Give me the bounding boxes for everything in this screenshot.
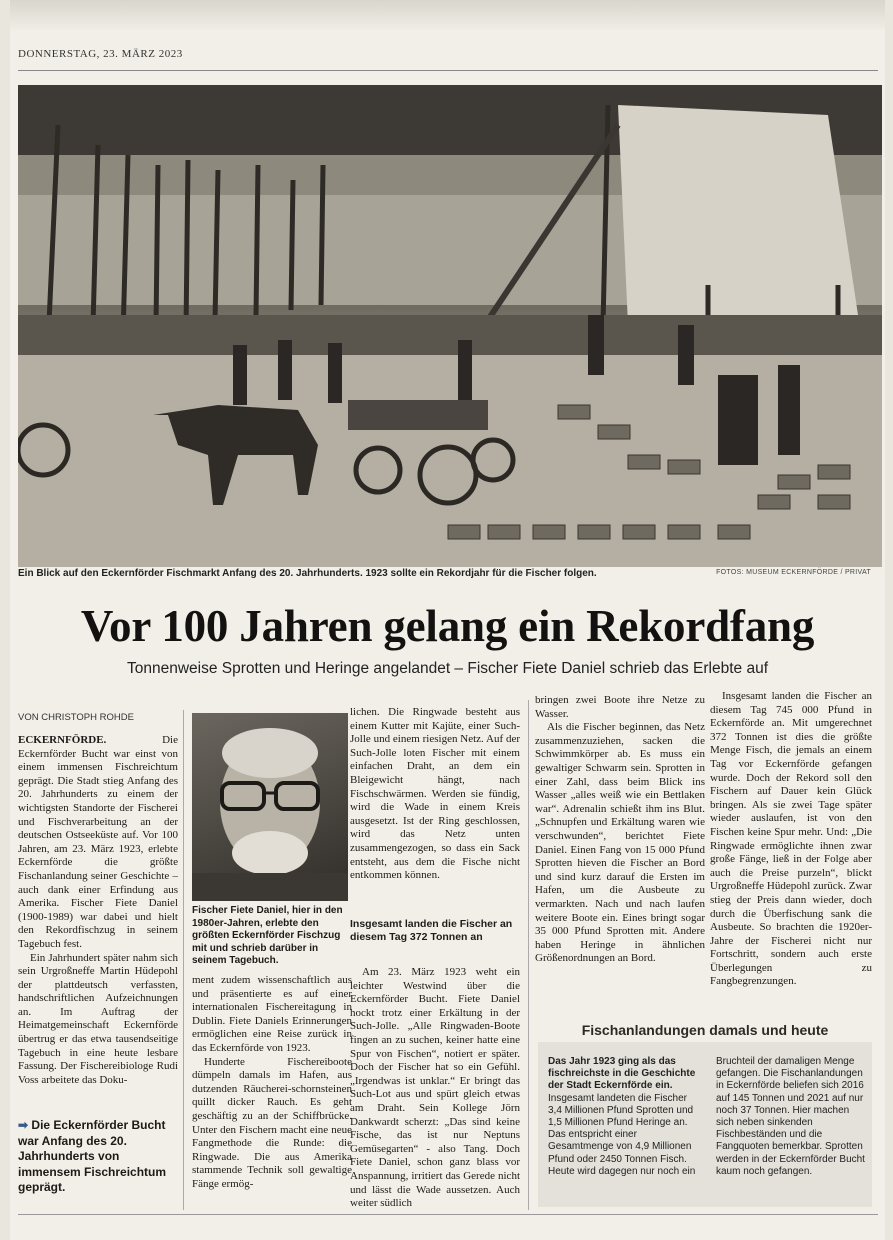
infobox-left <box>548 1056 698 1178</box>
photo-illustration <box>18 85 882 567</box>
intertitle: Insgesamt landen die Fischer an diesem Tag 372 Tonnen an <box>350 918 513 943</box>
portrait-photo <box>192 713 348 901</box>
column-divider <box>528 700 529 1210</box>
article-column-3 <box>350 706 520 883</box>
headline: Vor 100 Jahren gelang ein Rekordfang <box>80 601 815 651</box>
article-column-2 <box>192 974 352 1192</box>
article-column-5 <box>710 690 872 989</box>
photo-credit: FOTOS: MUSEUM ECKERNFÖRDE / PRIVAT <box>716 569 871 576</box>
infobox-title: Fischanlandungen damals und heute <box>581 1022 829 1038</box>
portrait-caption: Fischer Fiete Daniel, hier in den 1980er-Jahren, erlebte den größten Eckernförder Fischzug mit und schrieb darüber in seinem Tagebuch. <box>192 905 343 967</box>
place-marker: ECKERNFÖRDE. <box>18 734 107 746</box>
portrait-illustration <box>192 713 348 901</box>
col4-paragraph-2: Als die Fischer beginnen, das Netz zusammenzuziehen, sacken die Schwimmkörper ab. Es muss ein gewaltiger Schwarm sein. Sprotten in einer Zahl, dass beim Blick ins Wasser „alles weiß wie ein Bettlaken war“. Adrenalin schießt ihm ins Blut. „Schnupfen und Erkältung waren wie verschwunden“, berichtet Fiete Daniel. Einen Fang von 15 000 Pfund Sprotten hieven die Fischer an Bord und sind kurz darauf die Ersten im Hafen, um die Ausbeute zu vermarkten. Nach und nach laufen weitere Boote ein. Eines bringt sogar 35 000 Pfund Sprotten mit. Andere haben Heringe in ähnlichen Größenordnungen an Bord. <box>535 721 705 965</box>
subheadline: Tonnenweise Sprotten und Heringe angelandet – Fischer Fiete Daniel schrieb das Erlebte auf <box>126 660 769 677</box>
col1-paragraph-2: Ein Jahrhundert später nahm sich sein Urgroßneffe Martin Hüdepohl der plattdeutsch verfassten, handschriftlichen Aufzeichnungen an. Im Auftrag der Heimatgemeinschaft Eckernförde übertrug er das etwa tausendseitige Tagebuch in eine heute lesbare Fassung. Der Fischereibiologe Rudi Voss arbeitete das Doku- <box>18 951 178 1086</box>
infobox-left-text: Insgesamt landeten die Fischer 3,4 Millionen Pfund Sprotten und 1,5 Millionen Pfund Heringe an. Das entspricht einer Gesamtmenge von 4,9 Millionen Pfund oder 2450 Tonnen Fisch. Heute wird dagegen nur noch ein <box>548 1092 696 1177</box>
col3-paragraph-1: lichen. Die Ringwade besteht aus einem Kutter mit Kajüte, einer Such-Jolle und einem riesigen Netz. Auf der Such-Jolle loten Fischer mit einem einfachen Draht, an dem ein Bleigewicht hängt, nach Fischschwärmen. Werden sie fündig, wird die Wade in einem Kreis ausgesetzt. Ist der Ring geschlossen, wird das Netz unten zusammengezogen, so dass ein Sack entsteht, aus dem die Fische nicht entkommen können. <box>350 706 520 882</box>
column-divider <box>183 710 184 1210</box>
pull-quote-text: Die Eckernförder Bucht war Anfang des 20. Jahrhunderts von immensem Fischreichtum geprägt. <box>18 1118 167 1194</box>
col2-paragraph-2: Hunderte Fischereiboote dümpeln damals im Hafen, aus dutzenden Räucherei-schornsteinen quillt dicker Rauch. Es geht geschäftig zu an der Schiffbrücke. Unter den Fischern macht eine neue Fangmethode die Runde: die Ringwade. Die aus Amerika stammende Technik soll gewaltige Fänge ermög- <box>192 1055 352 1190</box>
page-top-edge <box>10 0 885 30</box>
col4-paragraph-1: bringen zwei Boote ihre Netze zu Wasser. <box>535 694 705 720</box>
infobox-right: Bruchteil der damaligen Menge gefangen. Die Fischanlandungen in Eckernförde beliefen sich 2016 auf 145 Tonnen und 2021 auf nur noch 37 Tonnen. Hier machen sich neben sinkenden Fischbeständen und die Fangquoten bemerkbar. Sprotten werden in der Eckernförder Bucht kaum noch gefangen. <box>716 1056 865 1177</box>
photo-caption: Ein Blick auf den Eckernförder Fischmarkt Anfang des 20. Jahrhunderts. 1923 sollte ein Rekordjahr für die Fischer folgen. <box>18 568 597 579</box>
footer-rule <box>18 1214 878 1215</box>
newspaper-page <box>10 0 885 1240</box>
header-rule <box>18 70 878 71</box>
pull-quote <box>18 1118 178 1196</box>
col3-paragraph-2: Am 23. März 1923 weht ein leichter Westwind über die Eckernförder Bucht. Fiete Daniel hockt trotz einer Erkältung in der Such-Jolle. „Alle Ringwaden-Boote fingen an zu suchen, keiner hatte eine Spur von Fischen“, notiert er später. Doch der Fischer hat so ein Gefühl. „Irgendwas ist unklar.“ Er bringt das Such-Lot aus und spürt gleich etwas am Draht. Sein Kollege Jörn Dankwardt scherzt: „Das sind keine Fische, das ist nur Neptuns Gemüsegarten“ - also Tang. Doch Fiete Daniel, schon ganz blass vor Anspannung, irritiert das Gerede nicht und lässt die Wade aussetzen. Auch weiter südlich <box>350 966 520 1210</box>
col1-paragraph-1: Die Eckernförder Bucht war einst von einem immensen Fischreichtum geprägt. Die Stadt stieg Anfang des 20. Jahrhunderts zu einem der wichtigsten Standorte der Fischerei und Fischverarbeitung an der deutschen Ostseeküste auf. Vor 100 Jahren, am 23. März 1923, erlebte Eckernförde die größte Fischanlandung seiner Geschichte – auch dank einer Erfindung aus Amerika. Fischer Fiete Daniel (1900-1989) war dabei und hielt den Rekordfischzug in seinem Tagebuch fest. <box>18 734 178 950</box>
article-column-1 <box>18 734 178 1087</box>
col2-paragraph-1: ment zudem wissenschaftlich aus und präsentierte es auf einer internationalen Fischereitagung in Dublin. Fiete Daniels Erinnerungen ermöglichen eine Reise zurück in das Eckernförde von 1923. <box>192 974 352 1054</box>
infobox-lead: Das Jahr 1923 ging als das fischreichste in die Geschichte der Stadt Eckernförde ein. <box>548 1056 696 1092</box>
byline: VON CHRISTOPH ROHDE <box>18 712 134 723</box>
col5-paragraph-1: Insgesamt landen die Fischer an diesem Tag 745 000 Pfund in Eckernförde an. Mit umgerechnet 372 Tonnen ist dies die größte Menge Fisch, die jemals an einem Tag vor Eckernförde gefangen wurde. Doch der Rekord soll den Fischern auf Dauer kein Glück bringen. Als sie zwei Tage später wieder auslaufen, ist von den Fischen keine Spur mehr. Und: „Die Ringwade ermöglichte ihnen zwar große Fänge, ließ in der Folge aber auch die Preise purzeln“, blickt Urgroßneffe Hüdepohl zurück. Zwar stieg der Preis dann wieder, doch durch die Überfischung sank die Ausbeute. So brachten die 1920er-Jahre der Fischerei nicht nur Fortschritt, sondern auch erste Überlegungen zu Fangbegrenzungen. <box>710 690 872 988</box>
article-column-3b <box>350 966 520 1211</box>
infobox <box>538 1042 872 1207</box>
arrow-icon: ➡ <box>18 1118 29 1132</box>
dateline: DONNERSTAG, 23. MÄRZ 2023 <box>18 48 183 60</box>
article-column-4 <box>535 694 705 966</box>
historic-fish-market-photo <box>18 85 882 567</box>
